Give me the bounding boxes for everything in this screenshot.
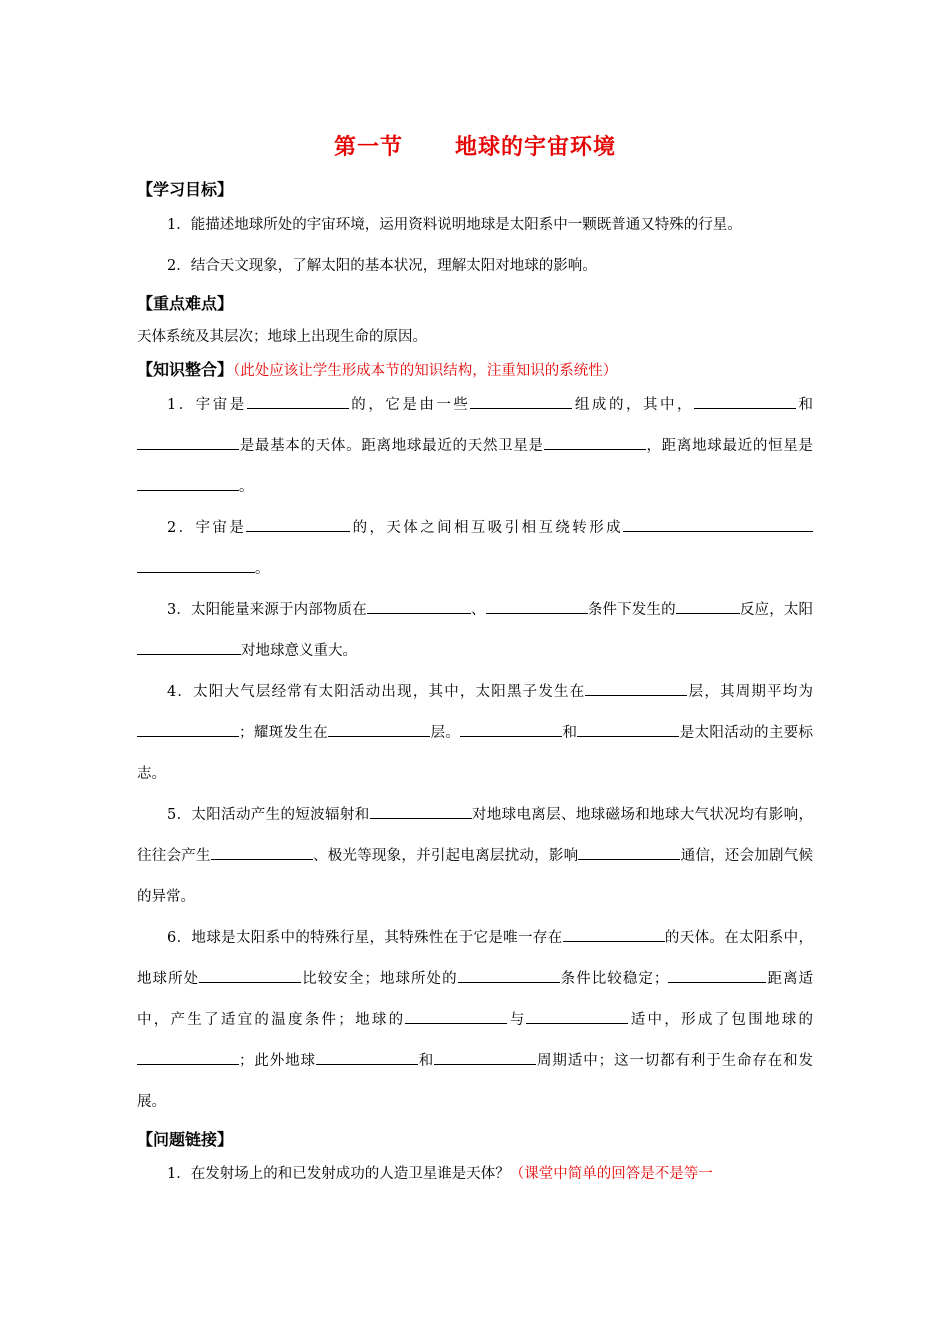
question-2: 2．宇宙是 的，天体之间相互吸引相互绕转形成。 [137,508,813,590]
page-title [137,130,813,161]
goal-2: 2．结合天文现象，了解太阳的基本状况，理解太阳对地球的影响。 [167,258,597,274]
question-5: 5．太阳活动产生的短波辐射和 对地球电离层、地球磁场和地球大气状况均有影响，往往会产生 、极光等现象，并引起电离层扰动，影响 通信，还会加剧气候的异常。 [137,795,813,918]
problem-1: 1．在发射场上的和已发射成功的人造卫星谁是天体？（课堂中简单的回答是不是等一 [167,1166,713,1182]
question-6: 6．地球是太阳系中的特殊行星，其特殊性在于它是唯一存在 的天体。在太阳系中，地球所处 比较安全；地球所处的 条件比较稳定； 距离适中，产生了适宜的温度条件；地球的 与 适中，形成了包围地球的；此外地球 和 周期适中；这一切都有利于生命存在和发展。 [137,918,813,1123]
title-section: 第一节 [333,135,403,160]
heading-key-points: 【重点难点】 [137,294,234,313]
goal-1: 1．能描述地球所处的宇宙环境，运用资料说明地球是太阳系中一颗既普通又特殊的行星。 [167,217,742,233]
heading-knowledge [137,355,813,385]
heading-knowledge-label: 【知识整合】 [137,360,234,379]
heading-knowledge-note: （此处应该让学生形成本节的知识结构，注重知识的系统性） [233,363,618,379]
question-1: 1．宇宙是 的，它是由一些 组成的，其中， 和是最基本的天体。距离地球最近的天然卫星是 ，距离地球最近的恒星是。 [137,385,813,508]
heading-goals: 【学习目标】 [137,180,234,199]
problem-1-note: （课堂中简单的回答是不是等一 [509,1166,713,1182]
question-4: 4．太阳大气层经常有太阳活动出现，其中，太阳黑子发生在 层，其周期平均为；耀斑发生在 层。 和 是太阳活动的主要标志。 [137,672,813,795]
heading-problems: 【问题链接】 [137,1130,234,1149]
document-page [137,130,813,1193]
key-points: 天体系统及其层次；地球上出现生命的原因。 [137,329,427,345]
title-text: 地球的宇宙环境 [455,135,617,160]
question-3: 3．太阳能量来源于内部物质在 、 条件下发生的 反应，太阳对地球意义重大。 [137,590,813,672]
